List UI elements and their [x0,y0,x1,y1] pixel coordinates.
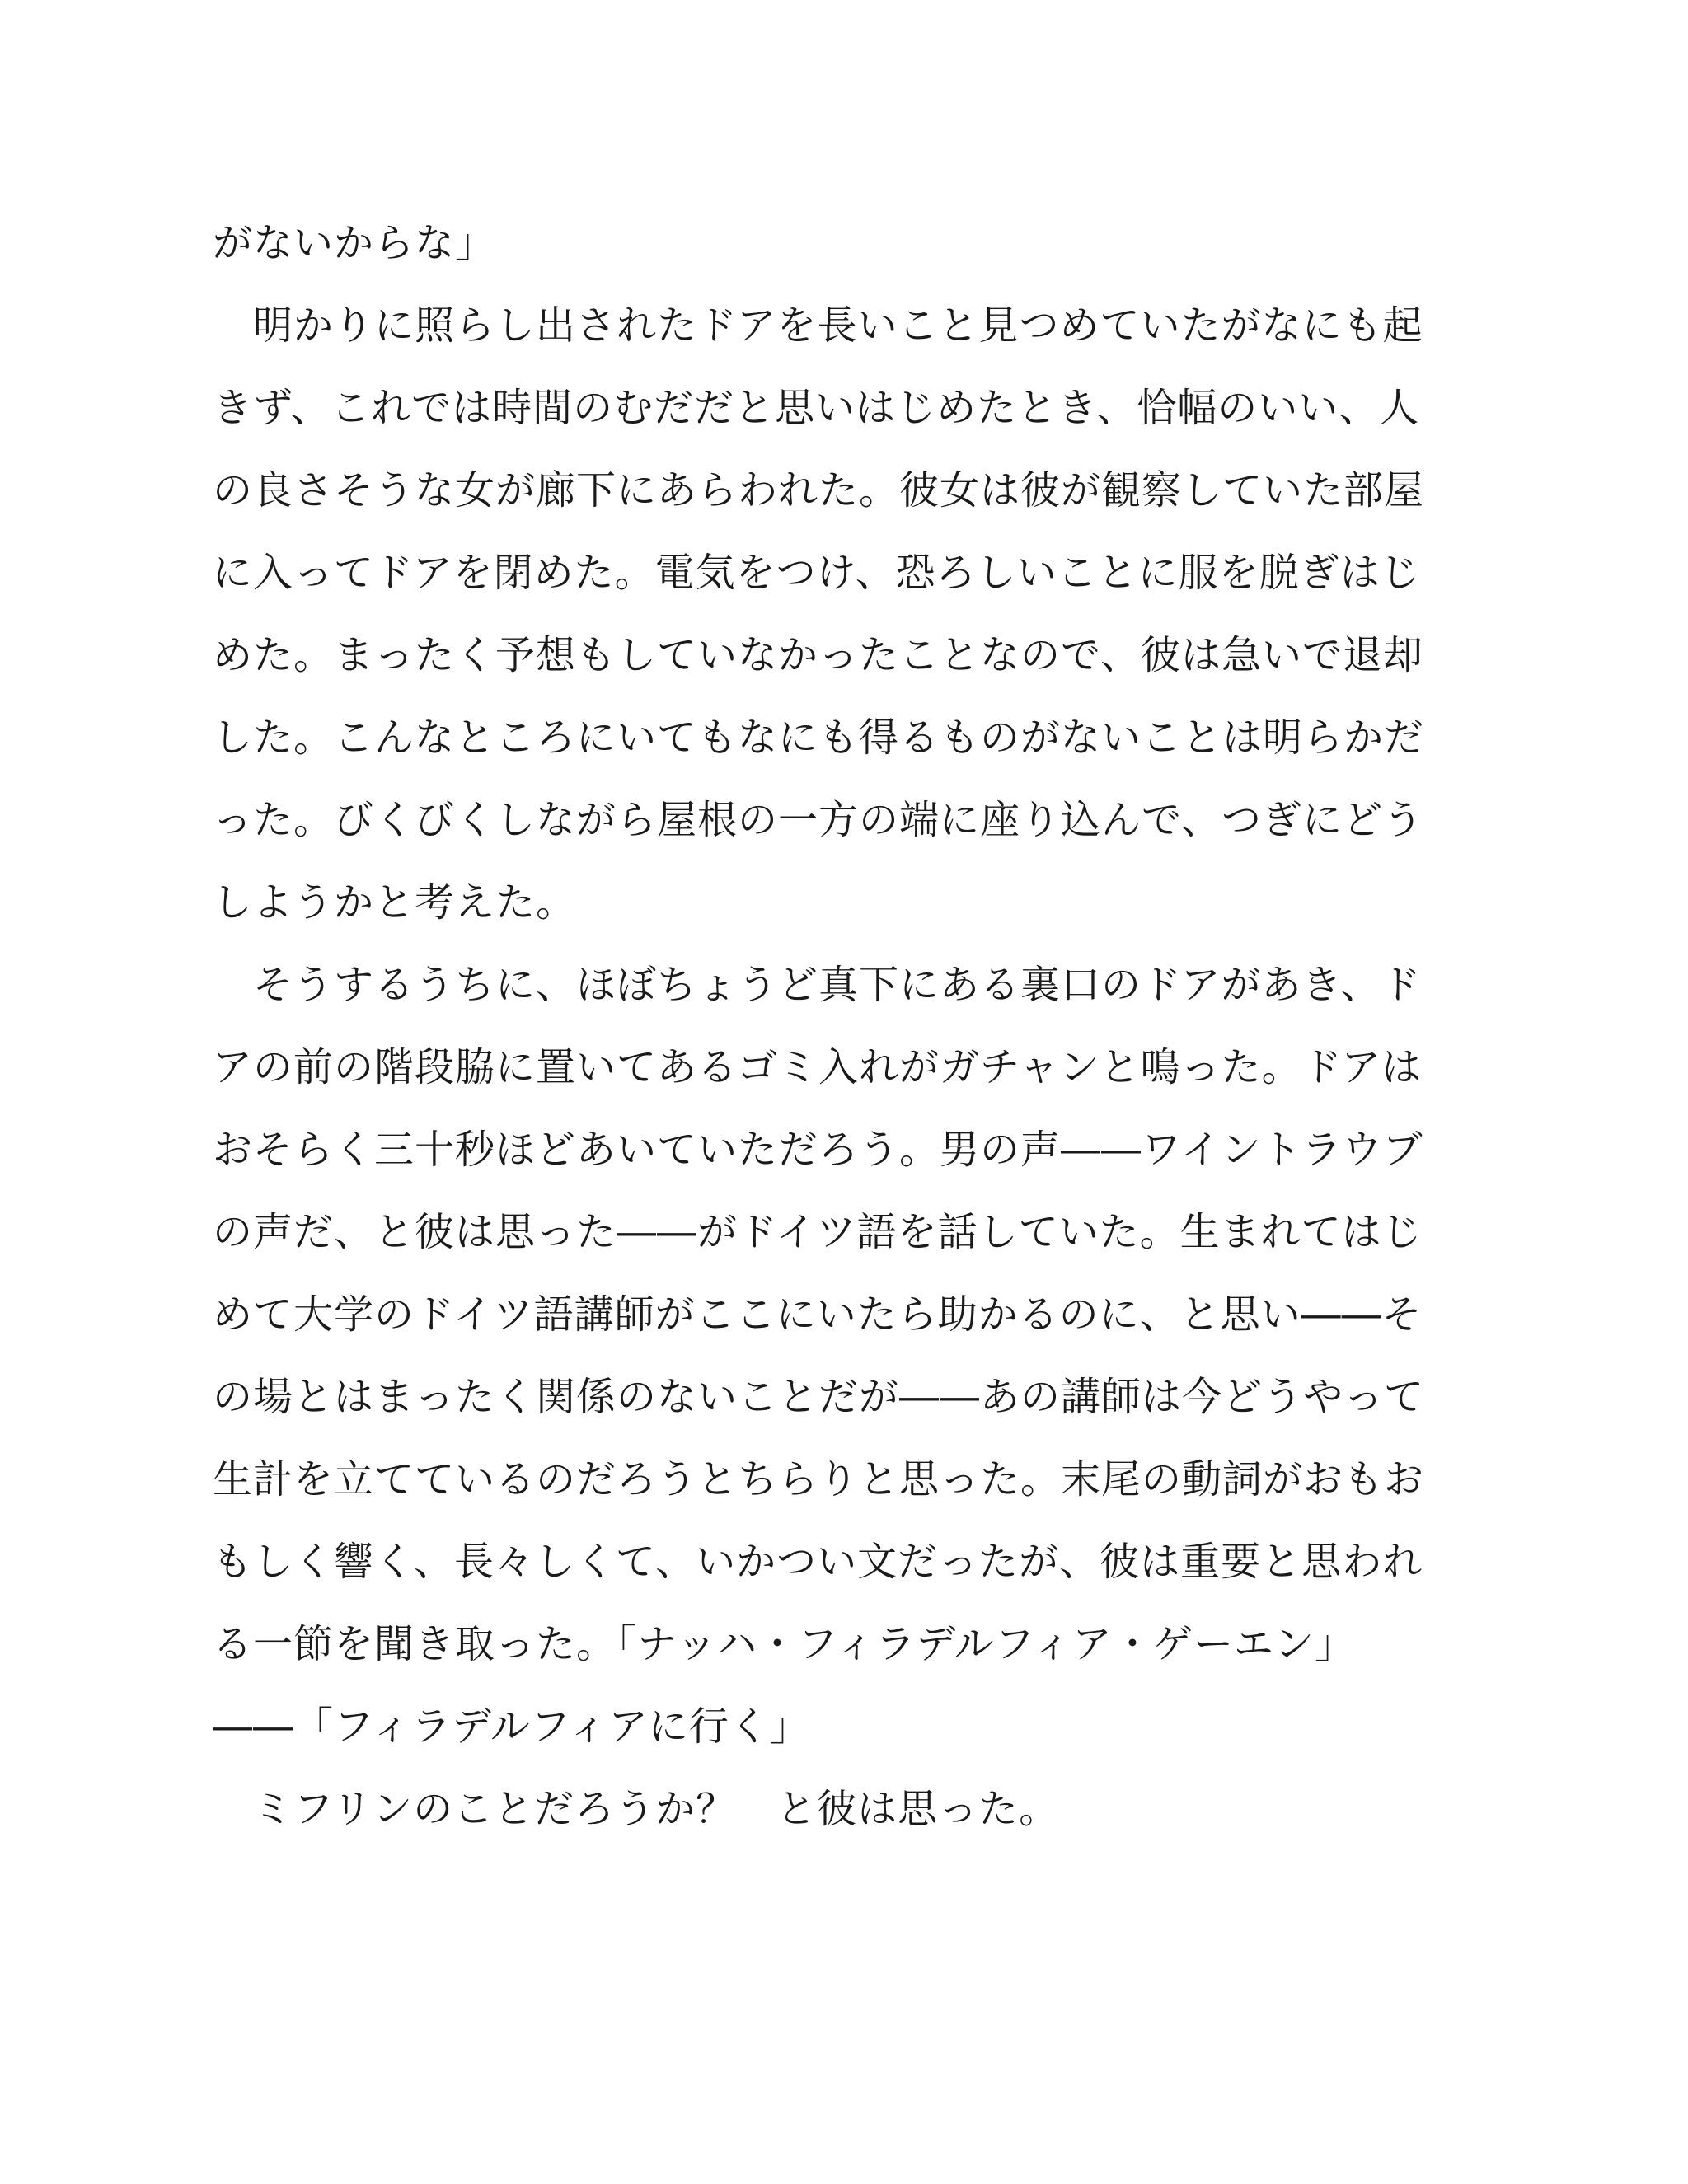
text-line: の場とはまったく関係のないことだが――あの講師は今どうやって [213,1374,1425,1420]
text-line: めた。まったく予想もしていなかったことなので、彼は急いで退却 [213,632,1424,678]
text-line: めて大学のドイツ語講師がここにいたら助かるのに、と思い――そ [213,1291,1423,1338]
text-line: きず、これでは時間のむだだと思いはじめたとき、恰幅のいい、人 [213,385,1420,431]
text-line: の声だ、と彼は思った――がドイツ語を話していた。生まれてはじ [213,1209,1423,1255]
text-line: 明かりに照らし出されたドアを長いこと見つめていたがなにも起 [213,302,1423,349]
text-line: ――「フィラデルフィアに行く」 [213,1704,810,1750]
body-text [213,202,1449,1850]
text-line: った。びくびくしながら屋根の一方の端に座り込んで、つぎにどう [213,797,1424,843]
text-line: ミフリンのことだろうか？ と彼は思った。 [213,1786,1060,1832]
text-line: した。こんなところにいてもなにも得るものがないことは明らかだ [213,715,1425,761]
text-line: しようかと考えた。 [213,879,577,926]
text-line: に入ってドアを閉めた。電気をつけ、恐ろしいことに服を脱ぎはじ [213,550,1421,596]
text-line: る一節を聞き取った。「ナッハ・フィラデルフィア・ゲーエン」 [213,1621,1355,1667]
text-line: 生計を立てているのだろうとちらりと思った。末尾の動詞がおもお [213,1456,1425,1502]
text-line: もしく響く、長々しくて、いかつい文だったが、彼は重要と思われ [213,1539,1423,1585]
text-line: アの前の階段脇に置いてあるゴミ入れがガチャンと鳴った。ドアは [213,1044,1423,1090]
text-line: おそらく三十秒ほどあいていただろう。男の声――ワイントラウブ [213,1127,1423,1173]
text-line: がないからな」 [213,220,496,266]
text-line: の良さそうな女が廊下にあらわれた。彼女は彼が観察していた部屋 [213,467,1425,513]
text-line: そうするうちに、ほぼちょうど真下にある裏口のドアがあき、ド [213,962,1422,1008]
